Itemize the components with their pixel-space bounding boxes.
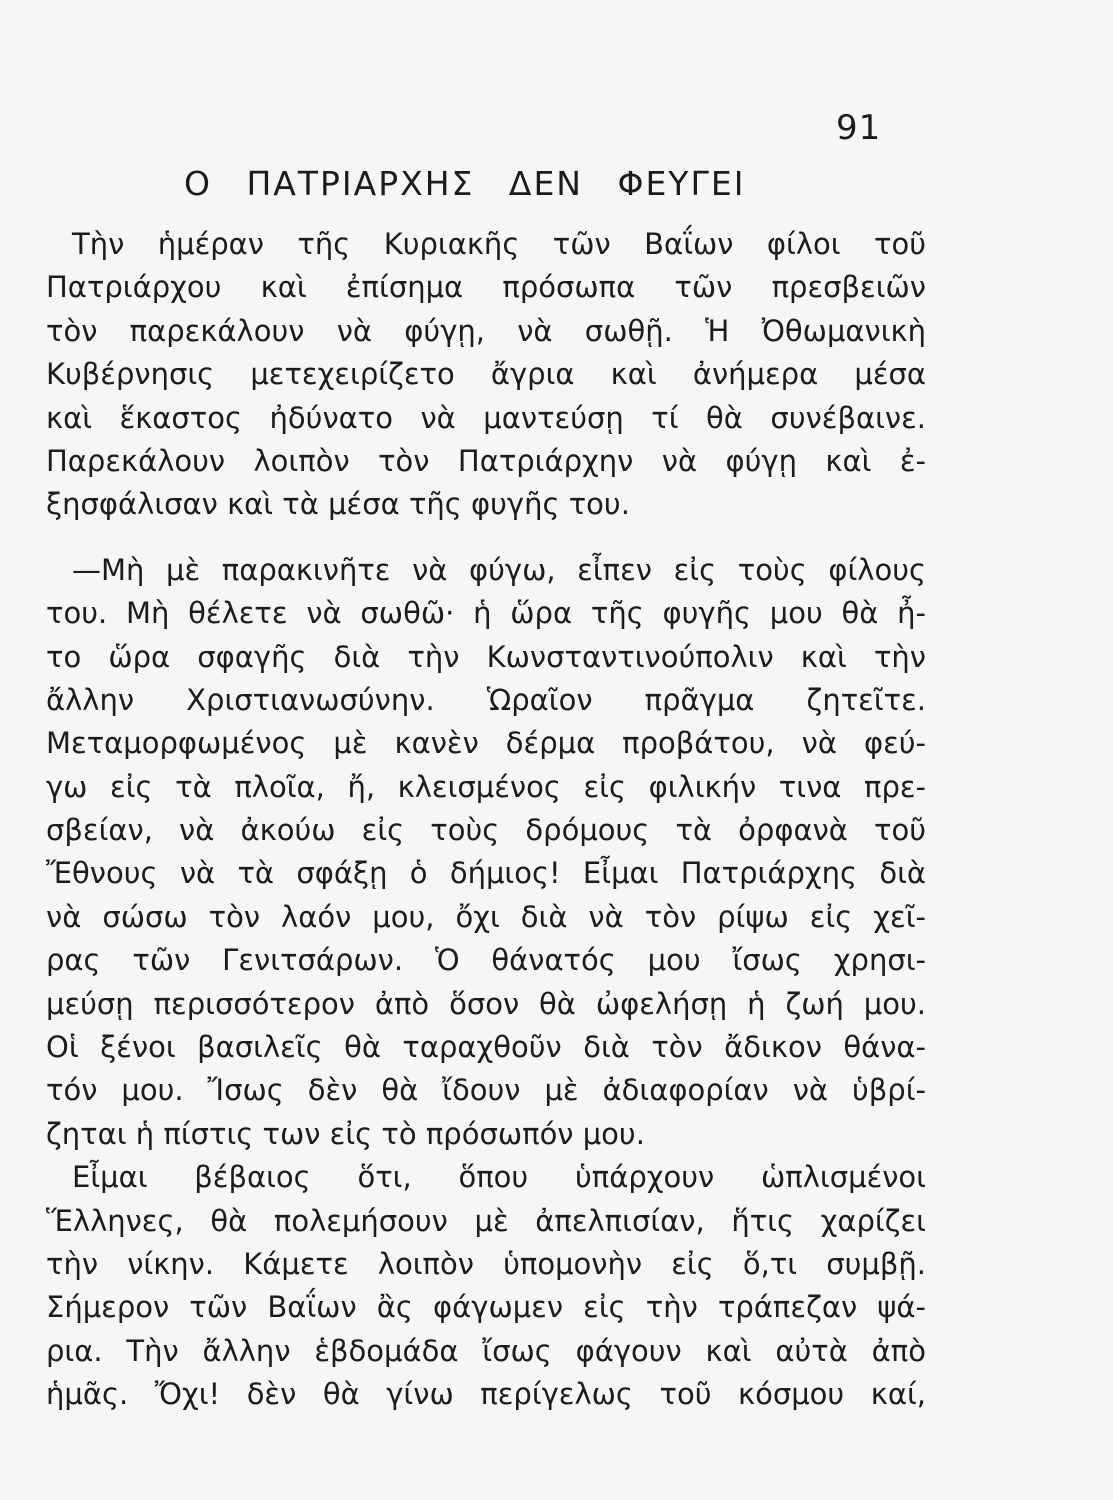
paragraph-3 [46,1156,926,1416]
paragraph-gap [46,527,926,549]
text-line: ἡμᾶς. Ὄχι! δὲν θὰ γίνω περίγελως τοῦ κόσμου καί, [46,1377,926,1412]
text-line: ρας τῶν Γενιτσάρων. Ὁ θάνατός μου ἴσως χρησι- [46,943,926,978]
body-text [46,223,926,1417]
text-line: Σήμερον τῶν Βαΐων ἂς φάγωμεν εἰς τὴν τράπεζαν ψά- [46,1290,926,1325]
text-line: Κυβέρνησις μετεχειρίζετο ἄγρια καὶ ἀνήμερα μέσα [46,357,926,392]
text-line: ζηται ἡ πίστις των εἰς τὸ πρόσωπόν μου. [46,1116,645,1151]
text-line: γω εἰς τὰ πλοῖα, ἤ, κλεισμένος εἰς φιλικήν τινα πρε- [46,769,926,804]
text-line: —Μὴ μὲ παρακινῆτε νὰ φύγω, εἶπεν εἰς τοὺς φίλους [72,552,926,587]
text-line: Οἱ ξένοι βασιλεῖς θὰ ταραχθοῦν διὰ τὸν ἄδικον θάνα- [46,1030,926,1065]
text-line: ἄλλην Χριστιανωσύνην. Ὡραῖον πρᾶγμα ζητεῖτε. [46,682,926,717]
text-line: του. Μὴ θέλετε νὰ σωθῶ· ἡ ὥρα τῆς φυγῆς μου θὰ ἦ- [46,596,926,631]
text-line: τὸν παρεκάλουν νὰ φύγῃ, νὰ σωθῇ. Ἡ Ὀθωμανικὴ [46,313,926,348]
text-line: τόν μου. Ἴσως δὲν θὰ ἴδουν μὲ ἀδιαφορίαν νὰ ὑβρί- [46,1073,926,1108]
text-line: σβείαν, νὰ ἀκούω εἰς τοὺς δρόμους τὰ ὀρφανὰ τοῦ [46,813,926,848]
text-line: Εἶμαι βέβαιος ὅτι, ὅπου ὑπάρχουν ὡπλισμένοι [72,1160,926,1195]
text-line: μεύσῃ περισσότερον ἀπὸ ὅσον θὰ ὠφελήσῃ ἡ ζωή μου. [46,986,926,1021]
text-line: τὴν νίκην. Κάμετε λοιπὸν ὑπομονὴν εἰς ὅ,τι συμβῇ. [46,1246,926,1281]
text-line: ρια. Τὴν ἄλλην ἑβδομάδα ἴσως φάγουν καὶ αὐτὰ ἀπὸ [46,1333,926,1368]
text-line: Ἔθνους νὰ τὰ σφάξῃ ὁ δήμιος! Εἶμαι Πατριάρχης διὰ [46,856,926,891]
paragraph-2 [46,549,926,1156]
text-line: καὶ ἕκαστος ἠδύνατο νὰ μαντεύσῃ τί θὰ συνέβαινε. [46,400,926,435]
paragraph-1 [46,223,926,527]
text-line: Τὴν ἡμέραν τῆς Κυριακῆς τῶν Βαΐων φίλοι τοῦ [72,227,926,261]
text-line: Πατριάρχου καὶ ἐπίσημα πρόσωπα τῶν πρεσβειῶν [46,270,926,305]
text-line: νὰ σώσω τὸν λαόν μου, ὄχι διὰ νὰ τὸν ρίψω εἰς χεῖ- [46,899,926,934]
page-number: 91 [836,108,882,148]
text-line: ξησφάλισαν καὶ τὰ μέσα τῆς φυγῆς του. [46,487,630,522]
text-line: Ἕλληνες, θὰ πολεμήσουν μὲ ἀπελπισίαν, ἥτις χαρίζει [46,1203,926,1238]
text-line: το ὥρα σφαγῆς διὰ τὴν Κωνσταντινούπολιν καὶ τὴν [46,639,926,674]
text-line: Μεταμορφωμένος μὲ κανὲν δέρμα προβάτου, νὰ φεύ- [46,726,926,761]
chapter-title: Ο ΠΑΤΡΙΑΡΧΗΣ ΔΕΝ ΦΕΥΓΕΙ [184,164,746,203]
text-line: Παρεκάλουν λοιπὸν τὸν Πατριάρχην νὰ φύγῃ καὶ ἐ- [46,443,926,478]
